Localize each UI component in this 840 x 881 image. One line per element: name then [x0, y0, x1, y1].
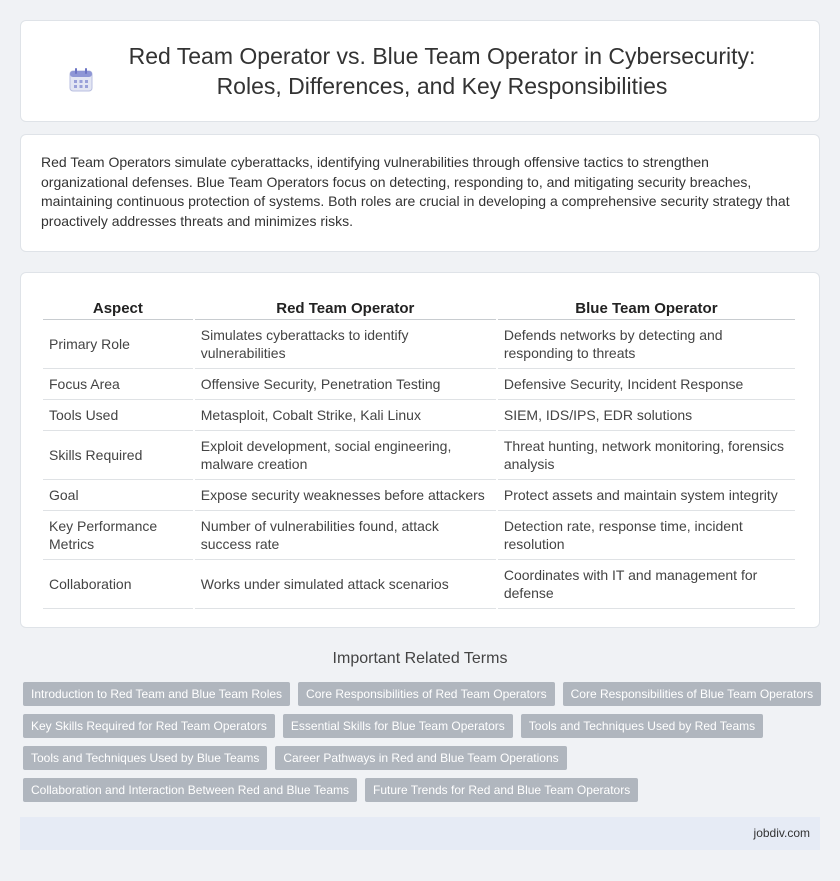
table-cell: Primary Role — [43, 320, 193, 369]
table-row — [43, 560, 795, 609]
related-term-tag[interactable]: Core Responsibilities of Red Team Operators — [298, 682, 555, 706]
comparison-card — [20, 272, 820, 628]
table-cell: Expose security weaknesses before attackers — [195, 480, 496, 511]
table-cell: Skills Required — [43, 431, 193, 480]
footer-site[interactable]: jobdiv.com — [753, 826, 810, 840]
title-card — [20, 20, 820, 122]
related-term-tag[interactable]: Key Skills Required for Red Team Operators — [23, 714, 275, 738]
table-cell: Exploit development, social engineering, malware creation — [195, 431, 496, 480]
table-row — [43, 320, 795, 369]
table-cell: Tools Used — [43, 400, 193, 431]
header-red-team: Red Team Operator — [195, 297, 496, 320]
related-terms-list — [23, 682, 823, 810]
related-terms-heading: Important Related Terms — [332, 650, 508, 667]
intro-card — [20, 134, 820, 252]
table-row — [43, 400, 795, 431]
header-blue-team: Blue Team Operator — [498, 297, 795, 320]
table-cell: Defensive Security, Incident Response — [498, 369, 795, 400]
table-cell: Detection rate, response time, incident resolution — [498, 511, 795, 560]
page-title: Red Team Operator vs. Blue Team Operator in Cybersecurity: Roles, Differences, and Key Responsibilities — [128, 43, 756, 99]
related-term-tag[interactable]: Tools and Techniques Used by Red Teams — [521, 714, 763, 738]
related-term-tag[interactable]: Collaboration and Interaction Between Red and Blue Teams — [23, 778, 357, 802]
header-aspect: Aspect — [43, 297, 193, 320]
related-term-tag[interactable]: Tools and Techniques Used by Blue Teams — [23, 746, 267, 770]
related-term-tag[interactable]: Future Trends for Red and Blue Team Operators — [365, 778, 638, 802]
related-term-tag[interactable]: Essential Skills for Blue Team Operators — [283, 714, 513, 738]
table-cell: Coordinates with IT and management for defense — [498, 560, 795, 609]
table-cell: Threat hunting, network monitoring, forensics analysis — [498, 431, 795, 480]
calendar-icon — [68, 67, 94, 93]
table-cell: Goal — [43, 480, 193, 511]
related-term-tag[interactable]: Core Responsibilities of Blue Team Operators — [563, 682, 822, 706]
table-cell: Protect assets and maintain system integrity — [498, 480, 795, 511]
table-cell: Metasploit, Cobalt Strike, Kali Linux — [195, 400, 496, 431]
table-header-row — [43, 297, 795, 320]
table-cell: Key Performance Metrics — [43, 511, 193, 560]
table-cell: Works under simulated attack scenarios — [195, 560, 496, 609]
table-row — [43, 369, 795, 400]
table-cell: Focus Area — [43, 369, 193, 400]
footer — [20, 817, 820, 850]
table-cell: Offensive Security, Penetration Testing — [195, 369, 496, 400]
table-row — [43, 431, 795, 480]
intro-text: Red Team Operators simulate cyberattacks, identifying vulnerabilities through offensive tactics to strengthen organizational defenses. Blue Team Operators focus on detecting, responding to, and mitigating security breaches, maintaining continuous protection of systems. Both roles are crucial in developing a comprehensive security strategy that proactively addresses threats and minimizes risks. — [41, 154, 790, 229]
table-row — [43, 511, 795, 560]
related-term-tag[interactable]: Career Pathways in Red and Blue Team Operations — [275, 746, 566, 770]
table-cell: Simulates cyberattacks to identify vulnerabilities — [195, 320, 496, 369]
table-cell: Number of vulnerabilities found, attack success rate — [195, 511, 496, 560]
table-cell: Defends networks by detecting and responding to threats — [498, 320, 795, 369]
table-cell: SIEM, IDS/IPS, EDR solutions — [498, 400, 795, 431]
table-cell: Collaboration — [43, 560, 193, 609]
table-row — [43, 480, 795, 511]
comparison-table — [41, 297, 797, 609]
related-term-tag[interactable]: Introduction to Red Team and Blue Team Roles — [23, 682, 290, 706]
